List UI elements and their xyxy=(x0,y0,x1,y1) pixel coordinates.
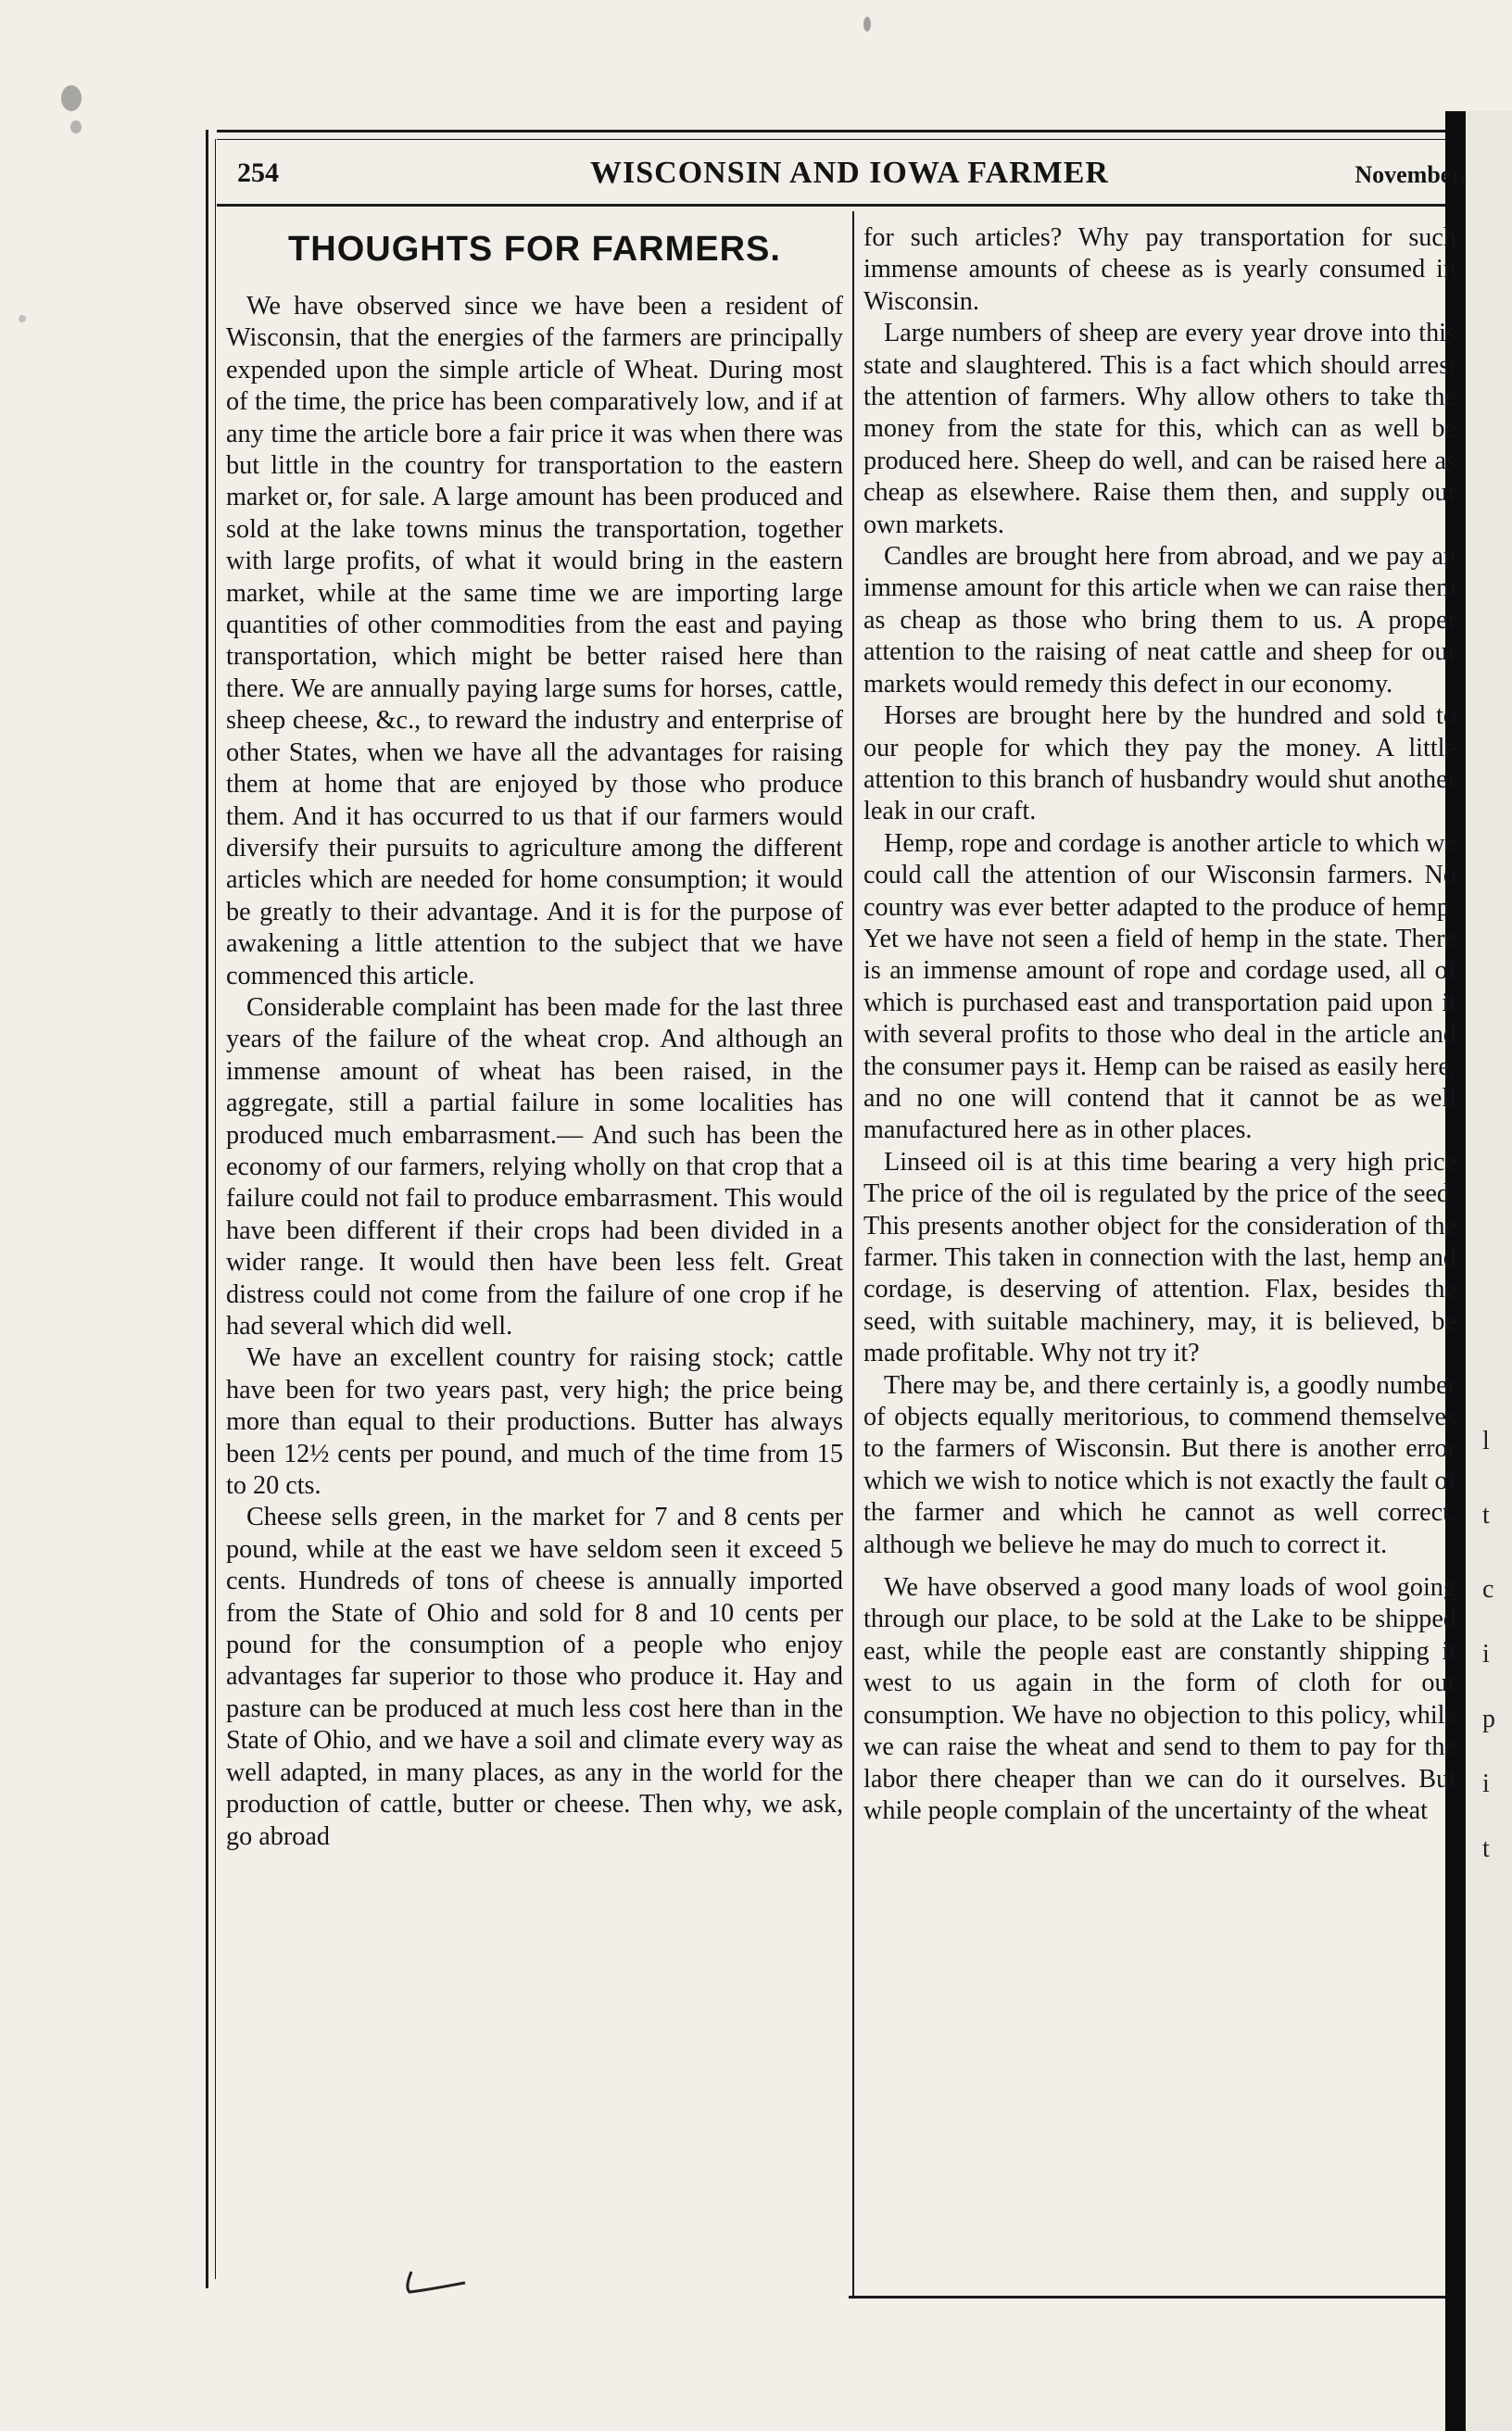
page-header xyxy=(233,156,1466,198)
paragraph: There may be, and there certainly is, a goodly number of objects equally meritorious, to commend themselves to the farmers of Wisconsin. But there is another error which we wish to notice which is not exactly the fault of the farmer and which he cannot as well correct, although we believe he may do much to correct it. xyxy=(863,1370,1456,1559)
page-number: 254 xyxy=(237,157,279,188)
edge-letter: i xyxy=(1482,1640,1490,1669)
bottom-rule xyxy=(849,2296,1466,2299)
left-border-rule-inner xyxy=(215,139,216,2279)
edge-letter: t xyxy=(1482,1834,1490,1863)
ink-pen-mark xyxy=(398,2268,472,2296)
paragraph: Candles are brought here from abroad, and we pay an immense amount for this article when we can raise them as cheap as those who bring them to us. A proper attention to the raising of neat cattle and sheep for our markets would remedy this defect in our economy. xyxy=(863,542,1456,699)
right-column xyxy=(863,222,1456,1827)
edge-letter: c xyxy=(1482,1575,1494,1604)
journal-title: WISCONSIN AND IOWA FARMER xyxy=(590,156,1109,190)
edge-letter: i xyxy=(1482,1770,1490,1798)
issue-month: November, xyxy=(1354,161,1466,188)
paragraph: Hemp, rope and cordage is another article to which we could call the attention of our Wisconsin farmers. No country was ever better adapted to the produce of hemp. Yet we have not seen a field of hemp in the state. There is an immense amount of rope and cordage used, all of which is purchased east and transportation paid upon it with several profits to those who deal in the article and the consumer pays it. Hemp can be raised as easily here, and no one will contend that it cannot be as well manufactured here as in other places. xyxy=(863,828,1456,1145)
paragraph: We have an excellent country for raising stock; cattle have been for two years past, very high; the price being more than equal to their productions. Butter has always been 12½ cents per pound, and much of the time from 15 to 20 cts. xyxy=(226,1343,843,1501)
left-border-rule xyxy=(206,130,208,2288)
column-divider xyxy=(852,211,854,2296)
scan-edge-strip xyxy=(1466,111,1512,2431)
top-border-rule xyxy=(217,130,1449,132)
paragraph: Cheese sells green, in the market for 7 and 8 cents per pound, while at the east we have seldom seen it exceed 5 cents. Hundreds of tons of cheese is annually imported from the State of Ohio and sold for 8 and 10 cents per pound for the consumption of a people who enjoy advantages far superior to those who produce it. Hay and pasture can be produced at much less cost here than in the State of Ohio, and we have a soil and climate every way as well adapted, in many places, as any in the world for the production of cattle, butter or cheese. Then why, we ask, go abroad xyxy=(226,1503,843,1851)
header-underline xyxy=(217,204,1449,207)
paragraph: We have observed a good many loads of wool going through our place, to be sold at the Lake to be shipped east, while the people east are constantly shipping it west to us again in the form of cloth for our consumption. We have no objection to this policy, while we can raise the wheat and send to them to pay for the labor there cheaper than we can do it ourselves. But while people complain of the uncertainty of the wheat xyxy=(863,1573,1456,1825)
paragraph: Large numbers of sheep are every year drove into this state and slaughtered. This is a fact which should arrest the attention of farmers. Why allow others to take the money from the state for this, which can as well be produced here. Sheep do well, and can be raised here as cheap as elsewhere. Raise them then, and supply our own markets. xyxy=(863,319,1456,539)
scan-smudge xyxy=(863,17,871,31)
scan-smudge xyxy=(70,120,82,133)
paragraph: Horses are brought here by the hundred and sold to our people for which they pay the money. A little attention to this branch of husbandry would shut another leak in our craft. xyxy=(863,701,1456,826)
edge-letter: l xyxy=(1482,1427,1490,1455)
article-title: THOUGHTS FOR FARMERS. xyxy=(288,230,781,269)
paragraph: Considerable complaint has been made for the last three years of the failure of the wheat crop. And although an immense amount of wheat has been raised, in the aggregate, still a partial failure in some localities has produced much embarrasment.— And such has been the economy of our farmers, relying wholly on that crop that a failure could not fail to produce embarrasment. This would have been different if their crops had been divided in a wider range. It would then have been less felt. Great distress could not come from the failure of one crop if he had several which did well. xyxy=(226,992,843,1341)
left-column xyxy=(226,222,843,1853)
scan-smudge xyxy=(19,315,26,322)
scan-smudge xyxy=(61,85,82,111)
paragraph: for such articles? Why pay transportation for such immense amounts of cheese as is yearly consumed in Wisconsin. xyxy=(863,223,1456,316)
edge-letter: p xyxy=(1482,1705,1495,1733)
edge-letter: t xyxy=(1482,1501,1490,1530)
top-border-rule-inner xyxy=(217,139,1449,140)
paragraph: Linseed oil is at this time bearing a very high price The price of the oil is regulated by the price of the seed. This presents another object for the consideration of the farmer. This taken in connection with the last, hemp and cordage, is deserving of attention. Flax, besides the seed, with suitable machinery, may, it is believed, be made profitable. Why not try it? xyxy=(863,1147,1456,1368)
paragraph: We have observed since we have been a resident of Wisconsin, that the energies of the farmers are principally expended upon the simple article of Wheat. During most of the time, the price has been comparatively low, and if at any time the article bore a fair price it was when there was but little in the country for transportation to the eastern market or, for sale. A large amount has been produced and sold at the lake towns minus the transportation, together with large profits, of what it would bring in the eastern market, while at the same time we are importing large quantities of other commodities from the east and paying transportation, which might be better raised here than there. We are annually paying large sums for horses, cattle, sheep cheese, &c., to reward the industry and enterprise of other States, when we have all the advantages for raising them at home that are enjoyed by those who produce them. And it has occurred to us that if our farmers would diversify their pursuits to agriculture among the different articles which are needed for home consumption; it would be greatly to their advantage. And it is for the purpose of awakening a little attention to the subject that we have commenced this article. xyxy=(226,292,843,990)
